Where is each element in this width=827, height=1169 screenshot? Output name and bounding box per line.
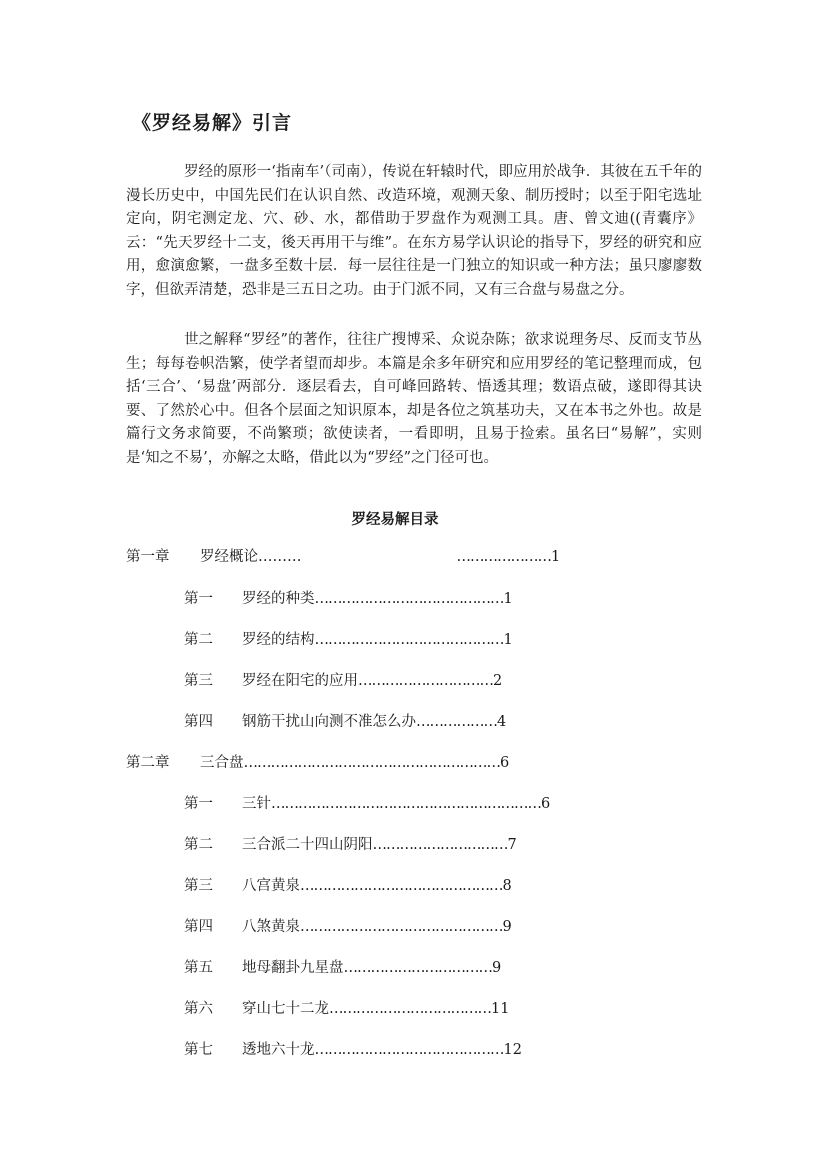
toc-entry-leader: ………………………… — [372, 837, 508, 853]
toc-entry-label: 罗经的种类 — [242, 591, 315, 607]
toc-entry-label: 地母翻卦九星盘 — [242, 960, 344, 976]
toc-entry-page: 8 — [502, 878, 512, 894]
toc-entry-1-2[interactable] — [184, 629, 513, 651]
toc-entry-leader: ……………… — [416, 714, 497, 730]
toc-entry-number: 第二章 — [126, 755, 170, 771]
toc-entry-page: 1 — [551, 549, 561, 565]
toc-entry-label: 穿山七十二龙 — [242, 1001, 329, 1017]
toc-entry-page: 7 — [507, 837, 517, 853]
toc-entry-label: 罗经的结构 — [242, 632, 315, 648]
toc-entry-label: 八煞黄泉 — [242, 919, 300, 935]
toc-entry-2-4[interactable] — [184, 916, 512, 938]
toc-entry-2-6[interactable] — [184, 998, 509, 1020]
toc-entry-number: 第三 — [184, 878, 213, 894]
toc-entry-leader: ……………………………………… — [300, 878, 503, 894]
toc-entry-2-5[interactable] — [184, 957, 501, 979]
toc-entry-number: 第四 — [184, 714, 213, 730]
toc-entry-number: 第一 — [184, 796, 213, 812]
toc-entry-2-3[interactable] — [184, 875, 512, 897]
toc-entry-2-1[interactable] — [184, 793, 550, 815]
toc-entry-label: 八宫黄泉 — [242, 878, 300, 894]
toc-entry-label: 三针 — [242, 796, 271, 812]
toc-entry-2-7[interactable] — [184, 1039, 522, 1061]
toc-entry-leader: ………………………… — [358, 673, 493, 689]
toc-entry-leader: ……………………………………… — [300, 919, 503, 935]
toc-entry-leader: …………………………………………………… — [271, 796, 541, 812]
toc-entry-number: 第七 — [184, 1042, 213, 1058]
toc-entry-number: 第一 — [184, 591, 213, 607]
toc-entry-number: 第四 — [184, 919, 213, 935]
toc-entry-label: 透地六十龙 — [242, 1042, 315, 1058]
toc-entry-number: 第一章 — [126, 549, 170, 565]
toc-entry-label: 钢筋干扰山向测不准怎么办 — [242, 714, 416, 730]
toc-entry-leader: ………………… — [456, 549, 551, 565]
intro-paragraph-2: 世之解释“罗经”的著作，往往广搜博采、众说杂陈；欲求说理务尽、反而支节丛生；每每卷帜浩繁，使学者望而却步。本篇是余多年研究和应用罗经的笔记整理而成，包括‘三合’、‘易盘’两部分．逐层看去，自可峰回路转、悟透其理；数语点破，遂即得其诀要、了然於心中。但各个层面之知识原本，却是各位之筑基功夫，又在本书之外也。故是篇行文务求简要，不尚繁琐；欲使读者，一看即明，且易于捡索。虽名曰“易解”，实则是‘知之不易’，亦解之太略，借此以为“罗经”之门径可也。 — [126, 332, 702, 466]
toc-entry-page: 9 — [492, 960, 502, 976]
toc-entry-page: 9 — [502, 919, 512, 935]
toc-entry-number: 第六 — [184, 1001, 213, 1017]
toc-entry-leader: …………………………… — [343, 960, 492, 976]
toc-title: 罗经易解目录 — [351, 511, 439, 528]
toc-entry-number: 第二 — [184, 837, 213, 853]
toc-entry-chapter-2[interactable] — [126, 752, 509, 774]
toc-entry-page: 1 — [503, 591, 513, 607]
toc-entry-leader: …………………………………… — [314, 591, 504, 607]
toc-entry-page: 11 — [491, 1001, 510, 1017]
toc-entry-2-2[interactable] — [184, 834, 517, 856]
toc-entry-leader: …………………………………… — [314, 632, 504, 648]
toc-entry-page: 12 — [503, 1042, 522, 1058]
intro-paragraph-1: 罗经的原形一‘指南车’（司南），传说在轩辕时代，即应用於战争．其彼在五千年的漫长历史中，中国先民们在认识自然、改造环境，观测天象、制历授时；以至于阳宅选址定向，阴宅测定龙、穴、砂、水，都借助于罗盘作为观测工具。唐、曾文迪((青囊序》云：“先天罗经十二支，後天再用干与维”。在东方易学认识论的指导下，罗经的研究和应用，愈演愈繁，一盘多至数十层．每一层往往是一门独立的知识或一种方法；虽只廖廖数字，但欲弄清楚，恐非是三五日之功。由于门派不同，又有三合盘与易盘之分。 — [126, 164, 702, 298]
toc-entry-number: 第二 — [184, 632, 213, 648]
document-title: 《罗经易解》引言 — [132, 112, 293, 134]
toc-entry-label: 罗经在阳宅的应用 — [242, 673, 358, 689]
toc-entry-label: 罗经概论……… — [200, 549, 302, 565]
toc-entry-1-3[interactable] — [184, 670, 502, 692]
toc-entry-1-1[interactable] — [184, 588, 513, 610]
toc-entry-page: 1 — [503, 632, 513, 648]
toc-entry-page: 2 — [493, 673, 503, 689]
toc-entry-page: 4 — [497, 714, 507, 730]
toc-entry-leader: ………………………………………………… — [243, 755, 500, 771]
toc-entry-label: 三合盘 — [200, 755, 244, 771]
toc-entry-page: 6 — [541, 796, 551, 812]
toc-entry-number: 第三 — [184, 673, 213, 689]
toc-entry-leader: ……………………………… — [329, 1001, 491, 1017]
toc-entry-chapter-1[interactable] — [126, 546, 560, 568]
toc-entry-leader: …………………………………… — [314, 1042, 504, 1058]
toc-entry-1-4[interactable] — [184, 711, 506, 733]
toc-entry-number: 第五 — [184, 960, 213, 976]
toc-entry-label: 三合派二十四山阴阳 — [242, 837, 373, 853]
toc-entry-page: 6 — [500, 755, 510, 771]
